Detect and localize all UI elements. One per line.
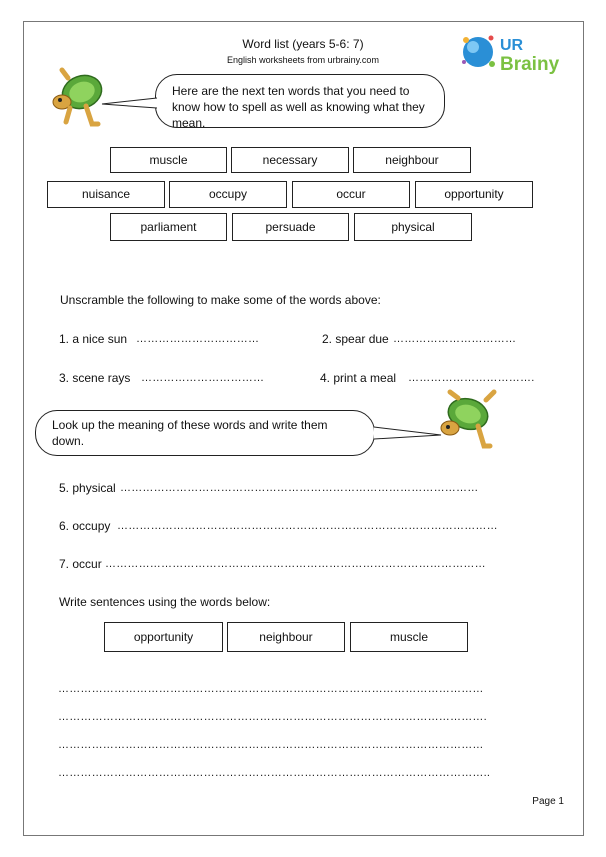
word-box-opportunity: opportunity <box>415 181 533 208</box>
unscramble-item-1-answer-line[interactable]: …………………………… <box>136 333 260 345</box>
intro-bubble-text: Here are the next ten words that you need to know how to spell as well as knowing what they mean. <box>172 84 425 130</box>
unscramble-item-1-label: 1. a nice sun <box>59 332 128 346</box>
page-number: Page 1 <box>532 796 564 807</box>
unscramble-item-2-label: 2. spear due <box>322 332 389 346</box>
unscramble-item-4-answer-line[interactable]: ……………………………. <box>408 372 535 384</box>
word-box-neighbour: neighbour <box>353 147 471 173</box>
sentence-writing-line[interactable]: ……………………………………………………………………………………………………. <box>58 711 487 723</box>
meaning-bubble-text: Look up the meaning of these words and write them down. <box>52 418 328 448</box>
unscramble-instruction: Unscramble the following to make some of the words above: <box>60 293 381 307</box>
unscramble-item-4-label: 4. print a meal <box>320 371 397 385</box>
meaning-item-5-answer-line[interactable]: …………………………………………………………………………………… <box>120 482 479 494</box>
brain-globe-icon <box>458 26 578 78</box>
sentence-word-box-opportunity: opportunity <box>104 622 223 652</box>
sentence-word-box-neighbour: neighbour <box>227 622 345 652</box>
word-box-muscle: muscle <box>110 147 227 173</box>
meaning-item-7-answer-line[interactable]: ………………………………………………………………………………………… <box>105 558 486 570</box>
logo-text-ur: UR <box>500 37 524 54</box>
intro-speech-bubble <box>155 74 445 128</box>
turtle-mascot-icon <box>436 388 500 454</box>
word-box-nuisance: nuisance <box>47 181 165 208</box>
meaning-item-5-label: 5. physical <box>59 481 116 495</box>
sentence-writing-line[interactable]: …………………………………………………………………………………………………….. <box>58 767 491 779</box>
sentence-writing-line[interactable]: …………………………………………………………………………………………………… <box>58 683 484 695</box>
unscramble-item-3-label: 3. scene rays <box>59 371 131 385</box>
meaning-item-6-answer-line[interactable]: ………………………………………………………………………………………… <box>117 520 498 532</box>
word-box-persuade: persuade <box>232 213 349 241</box>
sentence-word-box-muscle: muscle <box>350 622 468 652</box>
word-box-physical: physical <box>354 213 472 241</box>
worksheet-subtitle: English worksheets from urbrainy.com <box>227 55 379 65</box>
urbrainy-logo <box>458 26 578 78</box>
sentences-instruction: Write sentences using the words below: <box>59 595 271 609</box>
logo-text-brainy: Brainy <box>500 54 560 75</box>
turtle-mascot-icon <box>48 62 108 132</box>
word-box-parliament: parliament <box>110 213 227 241</box>
bubble-pointer <box>100 96 158 110</box>
sentence-writing-line[interactable]: …………………………………………………………………………………………………… <box>58 739 484 751</box>
bubble-pointer-right <box>373 425 443 441</box>
word-box-occupy: occupy <box>169 181 287 208</box>
word-box-necessary: necessary <box>231 147 349 173</box>
unscramble-item-2-answer-line[interactable]: …………………………… <box>393 333 517 345</box>
meaning-speech-bubble <box>35 410 375 456</box>
unscramble-item-3-answer-line[interactable]: …………………………… <box>141 372 265 384</box>
meaning-item-6-label: 6. occupy <box>59 519 111 533</box>
meaning-item-7-label: 7. occur <box>59 557 102 571</box>
worksheet-title: Word list (years 5-6: 7) <box>242 37 364 51</box>
word-box-occur: occur <box>292 181 410 208</box>
